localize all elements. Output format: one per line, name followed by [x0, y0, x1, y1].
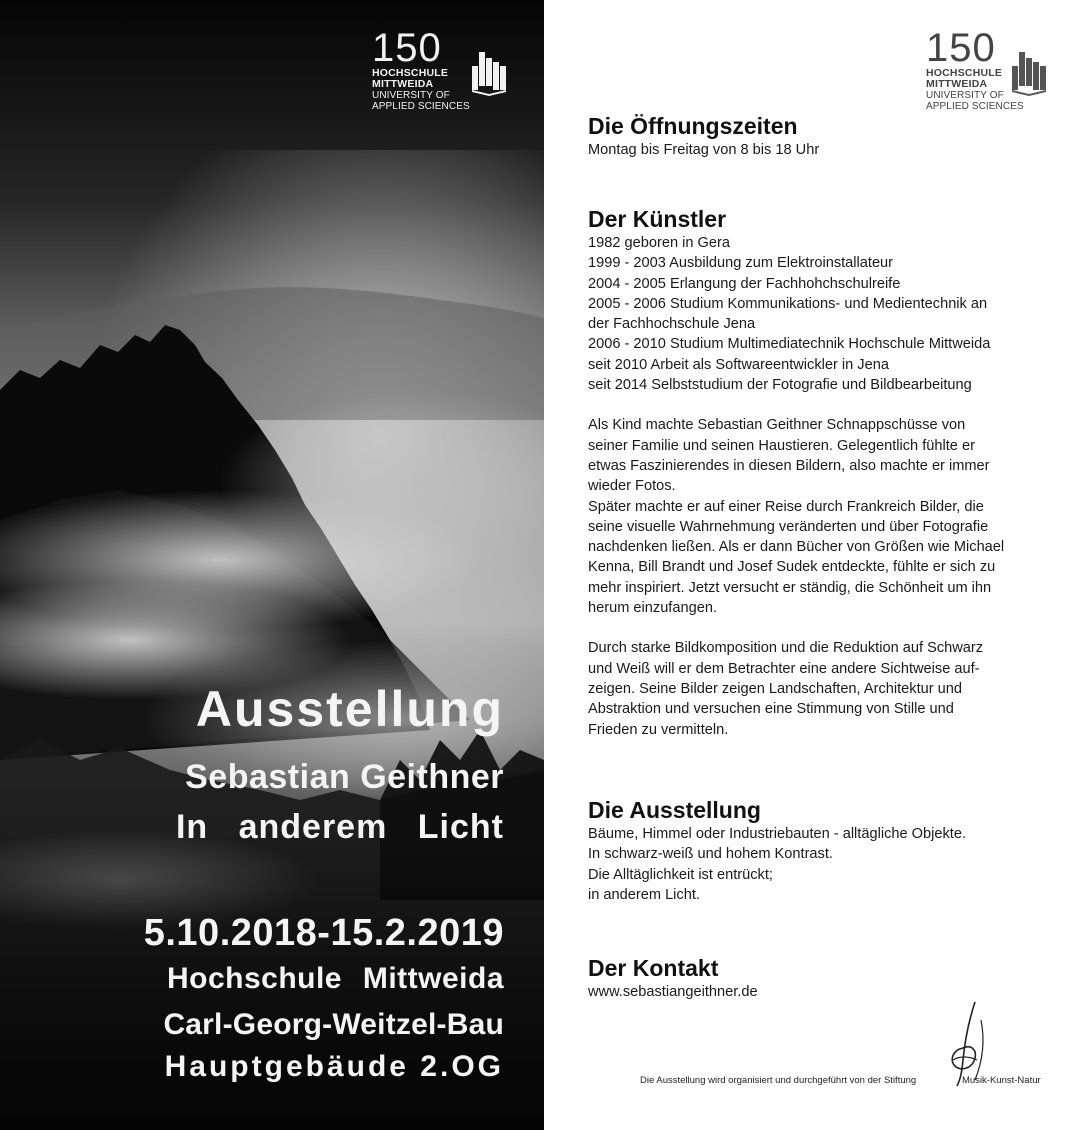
logo-line2: MITTWEIDA: [372, 78, 434, 90]
logo-line1: HOCHSCHULE: [926, 67, 1003, 79]
cv-line: 1999 - 2003 Ausbildung zum Elektroinstallateur: [588, 255, 894, 272]
bio-line: Frieden zu vermitteln.: [588, 721, 729, 738]
cv-line: seit 2010 Arbeit als Softwareentwickler in Jena: [588, 356, 889, 373]
contact-heading: Der Kontakt: [588, 955, 719, 981]
cv-line: 2005 - 2006 Studium Kommunikations- und Medientechnik an: [588, 295, 988, 312]
poster-dates: 5.10.2018-15.2.2019: [143, 912, 504, 954]
bio-line: mehr inspiriert. Jetzt versucht er ständig, die Schönheit um ihn: [588, 579, 992, 596]
exhibition-heading: Die Ausstellung: [588, 797, 761, 823]
exhibition-line: in anderem Licht.: [588, 886, 700, 903]
bio-line: Kenna, Bill Brandt und Josef Sudek entdeckte, fühlte er sich zu: [588, 559, 996, 576]
poster-title: Ausstellung: [195, 681, 504, 737]
bio-line: Als Kind machte Sebastian Geithner Schnappschüsse von: [588, 417, 966, 434]
cv-line: der Fachhochschule Jena: [588, 316, 756, 333]
artist-section: [588, 205, 1068, 740]
bio-line: zeigen. Seine Bilder zeigen Landschaften, Architektur und: [588, 680, 963, 697]
logo-line3: UNIVERSITY OF: [926, 90, 1004, 101]
poster-subtitle: In anderem Licht: [175, 808, 504, 846]
logo-line4: APPLIED SCIENCES: [926, 101, 1024, 112]
logo-number: 150: [372, 26, 442, 70]
university-logo: [372, 28, 470, 112]
footer: [640, 1075, 1041, 1086]
logo-number: 150: [926, 26, 996, 70]
bio-line: wieder Fotos.: [588, 478, 676, 495]
logo-line3: UNIVERSITY OF: [372, 90, 450, 101]
footer-text: Die Ausstellung wird organisiert und durchgeführt von der Stiftung: [640, 1075, 917, 1086]
cv-line: seit 2014 Selbststudium der Fotografie und Bildbearbeitung: [588, 377, 972, 394]
opening-hours-section: [588, 112, 1068, 160]
cv-line: 2006 - 2010 Studium Multimediatechnik Hochschule Mittweida: [588, 336, 991, 353]
bio-line: Abstraktion und versuchen eine Stimmung von Stille und: [588, 701, 954, 718]
logo-line2: MITTWEIDA: [926, 78, 988, 90]
poster-location-1: Hochschule Mittweida: [166, 962, 504, 995]
exhibition-line: Bäume, Himmel oder Industriebauten - alltägliche Objekte.: [588, 826, 967, 842]
bio-line: Später machte er auf einer Reise durch Frankreich Bilder, die: [588, 498, 984, 515]
poster-location-3: Hauptgebäude 2.OG: [164, 1050, 504, 1083]
bio-line: Durch starke Bildkomposition und die Reduktion auf Schwarz: [588, 640, 984, 657]
bio-line: und Weiß will er dem Betrachter eine andere Sichtweise auf-: [588, 660, 980, 677]
poster-artist: Sebastian Geithner: [185, 758, 504, 796]
bio-line: seine visuelle Wahrnehmung veränderten und über Fotografie: [588, 518, 989, 535]
website-link[interactable]: www.sebastiangeithner.de: [588, 984, 758, 1000]
contact-section: [588, 954, 1068, 1002]
building-icon: [1012, 48, 1046, 96]
exhibition-line: Die Alltäglichkeit ist entrückt;: [588, 866, 773, 883]
bio-line: herum einzufangen.: [588, 600, 717, 617]
bio-line: seiner Familie und seinen Haustieren. Gelegentlich fühlte er: [588, 437, 975, 454]
exhibition-line: In schwarz-weiß und hohem Kontrast.: [588, 846, 833, 863]
artist-heading: Der Künstler: [588, 206, 727, 232]
opening-hours-heading: Die Öffnungszeiten: [588, 113, 798, 139]
footer-org: Musik-Kunst-Natur: [962, 1075, 1041, 1086]
building-icon: [472, 48, 506, 96]
bio-line: nachdenken ließen. Als er dann Bücher von Größen wie Michael: [588, 539, 1005, 556]
opening-hours-text: Montag bis Freitag von 8 bis 18 Uhr: [588, 142, 820, 158]
exhibition-section: [588, 796, 1068, 905]
cv-line: 2004 - 2005 Erlangung der Fachhohchschulreife: [588, 275, 901, 292]
bio-line: etwas Faszinierendes in diesen Bildern, also machte er immer: [588, 457, 990, 474]
university-logo-right: [926, 28, 1024, 112]
logo-line4: APPLIED SCIENCES: [372, 101, 470, 112]
logo-line1: HOCHSCHULE: [372, 67, 449, 79]
cv-line: 1982 geboren in Gera: [588, 235, 730, 251]
poster-location-2: Carl-Georg-Weitzel-Bau: [163, 1008, 504, 1041]
